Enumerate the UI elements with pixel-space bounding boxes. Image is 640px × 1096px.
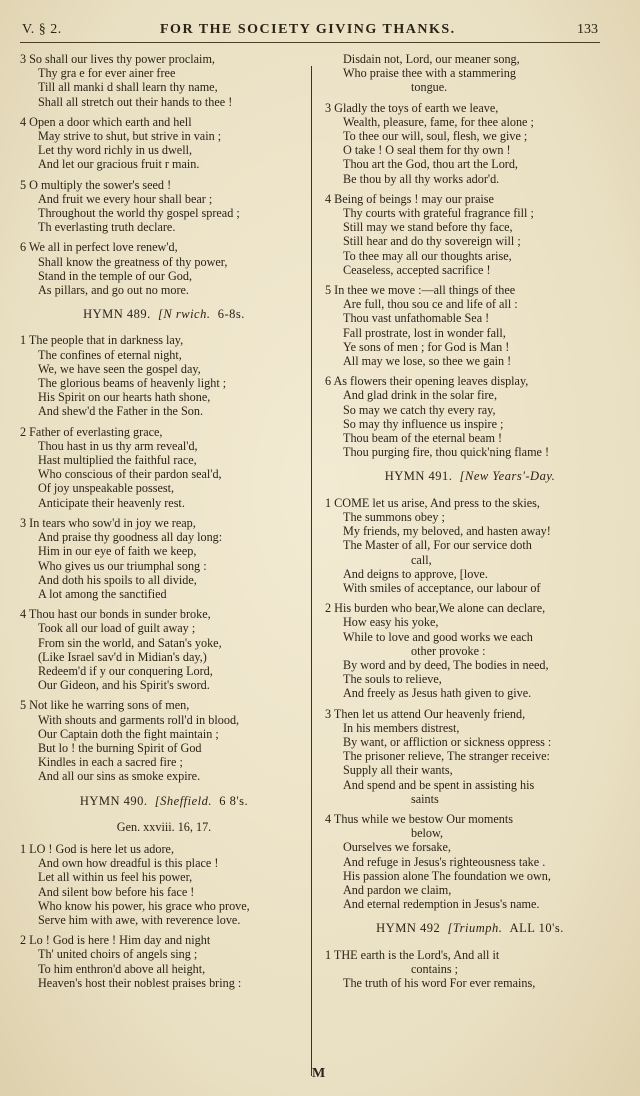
verse-line: So may thy influence us inspire ; <box>343 416 504 431</box>
verse-line: Supply all their wants, <box>343 763 453 778</box>
hymn-title: HYMN 490. <box>79 793 148 808</box>
hymn-title: HYMN 489. <box>83 307 151 322</box>
verse-line: His Spirit on our hearts hath shone, <box>38 390 211 405</box>
right-column <box>325 52 615 996</box>
verse-line: Thy courts with grateful fragrance fill ; <box>343 206 534 221</box>
verse-line: Thou art the God, thou art the Lord, <box>343 157 518 172</box>
verse-line: 4 Thou hast our bonds in sunder broke, <box>20 607 211 622</box>
verse-line: 6 We all in perfect love renew'd, <box>20 240 178 255</box>
stanza <box>20 842 308 927</box>
hymn-tune: [N rwich. <box>158 307 211 322</box>
verse-line: Let all within us feel his power, <box>38 870 193 885</box>
verse-line: His passion alone The foundation we own, <box>343 868 551 883</box>
verse-line: (Like Israel sav'd in Midian's day,) <box>38 649 207 664</box>
verse-line: Thou hast in us thy arm reveal'd, <box>38 438 198 453</box>
column-divider <box>311 66 312 1076</box>
verse-line: And fruit we every hour shall bear ; <box>38 191 213 206</box>
verse-line: Still may we stand before thy face, <box>343 220 513 235</box>
verse-line: Be thou by all thy works ador'd. <box>343 171 500 186</box>
verse-line: Redeem'd if y our conquering Lord, <box>38 663 213 678</box>
verse-line: And freely as Jesus hath given to give. <box>343 686 532 701</box>
verse-line: The glorious beams of heavenly light ; <box>38 376 227 391</box>
verse-line: The prisoner relieve, The stranger receive: <box>343 749 550 764</box>
verse-line: 4 Open a door which earth and hell <box>20 114 192 129</box>
verse-line: 2 His burden who bear,We alone can declare, <box>325 601 546 616</box>
verse-line: 3 Then let us attend Our heavenly friend, <box>325 706 526 721</box>
verse-line: As pillars, and go out no more. <box>38 283 189 298</box>
verse-line: By want, or affliction or sickness oppress : <box>343 734 552 749</box>
verse-line: To thee our will, soul, flesh, we give ; <box>343 129 528 144</box>
verse-line: All may we lose, so thee we gain ! <box>343 354 512 369</box>
verse-line: Serve him with awe, with reverence love. <box>38 912 241 927</box>
stanza <box>20 425 308 510</box>
verse-line: Of joy unspeakable possest, <box>38 481 175 496</box>
hymn-meter: 6 8's. <box>219 793 249 808</box>
verse-line: Took all our load of guilt away ; <box>38 621 196 636</box>
stanza <box>325 192 615 277</box>
scripture-reference: Gen. xxviii. 16, 17. <box>116 819 212 834</box>
verse-line: Who conscious of their pardon seal'd, <box>38 467 222 482</box>
verse-line: Are full, thou sou ce and life of all : <box>343 297 518 312</box>
verse-line: Ceaseless, accepted sacrifice ! <box>343 262 491 277</box>
verse-line: How easy his yoke, <box>343 615 439 630</box>
stanza <box>20 115 308 172</box>
verse-line: To him enthron'd above all height, <box>38 961 206 976</box>
verse-line: The Master of all, For our service doth <box>343 538 532 553</box>
hymn-490-heading <box>20 794 308 808</box>
verse-line: 5 O multiply the sower's seed ! <box>20 177 172 192</box>
stanza <box>325 812 615 911</box>
stanza <box>325 707 615 806</box>
page-number: 133 <box>577 22 598 37</box>
verse-line: O take ! O seal them for thy own ! <box>343 143 511 158</box>
verse-line: But lo ! the burning Spirit of God <box>38 740 202 755</box>
verse-line: Shall know the greatness of thy power, <box>38 254 228 269</box>
verse-line: Our Gideon, and his Spirit's sword. <box>38 678 210 693</box>
hymn-tune: [Sheffield. <box>154 793 213 808</box>
verse-line: Kindles in each a sacred fire ; <box>38 755 183 770</box>
verse-line: Thy gra e for ever ainer free <box>38 66 176 81</box>
verse-line: 4 Thus while we bestow Our moments <box>325 811 513 826</box>
hymn-tune: [New Years'-Day. <box>459 469 556 484</box>
verse-line: Him in our eye of faith we keep, <box>38 544 197 559</box>
verse-line: With smiles of acceptance, our labour of <box>343 580 541 595</box>
verse-line: Throughout the world thy gospel spread ; <box>38 206 240 221</box>
header-rule <box>20 42 600 43</box>
stanza <box>20 698 308 783</box>
verse-line: And all our sins as smoke expire. <box>38 769 201 784</box>
verse-line: Hast multiplied the faithful race, <box>38 453 197 468</box>
verse-line: To thee may all our thoughts arise, <box>343 248 512 263</box>
verse-line: By word and by deed, The bodies in need, <box>343 657 549 672</box>
verse-line: From sin the world, and Satan's yoke, <box>38 635 222 650</box>
stanza <box>20 240 308 297</box>
verse-line: And shew'd the Father in the Son. <box>38 404 204 419</box>
verse-line: 2 Father of everlasting grace, <box>20 424 163 439</box>
verse-line: 2 Lo ! God is here ! Him day and night <box>20 933 211 948</box>
verse-line: Disdain not, Lord, our meaner song, <box>343 52 520 66</box>
stanza <box>20 52 308 109</box>
verse-line: 3 In tears who sow'd in joy we reap, <box>20 515 196 530</box>
stanza <box>325 52 615 95</box>
stanza <box>20 607 308 692</box>
hymn-meter: 6-8s. <box>217 307 245 322</box>
verse-line: Thou beam of the eternal beam ! <box>343 431 503 446</box>
verse-line: saints <box>411 791 439 806</box>
verse-line: And silent bow before his face ! <box>38 884 195 899</box>
verse-line: other provoke : <box>411 643 486 658</box>
verse-line: So may we catch thy every ray, <box>343 402 496 417</box>
verse-line: Let thy word richly in us dwell, <box>38 143 193 158</box>
verse-line: Heaven's host their noblest praises bring : <box>38 975 242 990</box>
signature-mark: M <box>312 1066 326 1081</box>
section-marker: V. § 2. <box>22 22 62 37</box>
verse-line: 1 LO ! God is here let us adore, <box>20 841 174 856</box>
verse-line: 4 Being of beings ! may our praise <box>325 191 494 206</box>
verse-line: call, <box>411 552 432 567</box>
verse-line: May strive to shut, but strive in vain ; <box>38 129 222 144</box>
stanza <box>20 178 308 235</box>
verse-line: 1 COME let us arise, And press to the skies, <box>325 495 540 510</box>
verse-line: And glad drink in the solar fire, <box>343 388 497 403</box>
verse-line: below, <box>411 826 444 841</box>
running-head: FOR THE SOCIETY GIVING THANKS. <box>160 22 456 37</box>
stanza <box>325 101 615 186</box>
verse-line: 5 Not like he warring sons of men, <box>20 698 190 713</box>
stanza <box>325 496 615 595</box>
verse-line: And praise thy goodness all day long: <box>38 530 223 545</box>
stanza <box>20 516 308 601</box>
verse-line: Who praise thee with a stammering <box>343 66 516 81</box>
verse-line: 1 The people that in darkness lay, <box>20 333 184 348</box>
verse-line: Th' united choirs of angels sing ; <box>38 947 198 962</box>
verse-line: And spend and be spent in assisting his <box>343 777 535 792</box>
verse-line: contains ; <box>411 961 459 976</box>
hymn-title: HYMN 491. <box>384 469 453 484</box>
verse-line: Our Captain doth the fight maintain ; <box>38 726 219 741</box>
verse-line: Ourselves we forsake, <box>343 840 451 855</box>
page-header <box>0 22 640 44</box>
verse-line: Th everlasting truth declare. <box>38 220 176 235</box>
verse-line: Still hear and do thy sovereign will ; <box>343 234 521 249</box>
verse-line: Who know his power, his grace who prove, <box>38 898 250 913</box>
stanza <box>325 601 615 700</box>
verse-line: 3 Gladly the toys of earth we leave, <box>325 100 499 115</box>
stanza <box>20 333 308 418</box>
hymn-492-heading <box>325 921 615 935</box>
hymn-title: HYMN 492 <box>376 921 441 936</box>
verse-line: The confines of eternal night, <box>38 347 182 362</box>
verse-line: And doth his spoils to all divide, <box>38 572 197 587</box>
verse-line: 5 In thee we move :—all things of thee <box>325 283 516 298</box>
stanza <box>325 948 615 991</box>
verse-line: The summons obey ; <box>343 509 445 524</box>
left-column <box>20 52 308 996</box>
verse-line: Till all manki d shall learn thy name, <box>38 80 218 95</box>
verse-line: A lot among the sanctified <box>38 586 167 601</box>
hymn-meter: ALL 10's. <box>509 921 564 936</box>
verse-line: Shall all stretch out their hands to thee ! <box>38 94 233 109</box>
verse-line: Ye sons of men ; for God is Man ! <box>343 339 510 354</box>
verse-line: Wealth, pleasure, fame, for thee alone ; <box>343 114 534 129</box>
verse-line: tongue. <box>411 80 448 95</box>
verse-line: And let our gracious fruit r main. <box>38 157 200 172</box>
verse-line: Who gives us our triumphal song : <box>38 558 207 573</box>
verse-line: And pardon we claim, <box>343 882 452 897</box>
verse-line: 1 THE earth is the Lord's, And all it <box>325 947 500 962</box>
stanza <box>325 374 615 459</box>
verse-line: We, we have seen the gospel day, <box>38 361 201 376</box>
stanza <box>325 283 615 368</box>
stanza <box>20 933 308 990</box>
verse-line: Fall prostrate, lost in wonder fall, <box>343 325 506 340</box>
verse-line: The truth of his word For ever remains, <box>343 975 536 990</box>
verse-line: And own how dreadful is this place ! <box>38 856 219 871</box>
verse-line: Thou vast unfathomable Sea ! <box>343 311 490 326</box>
verse-line: With shouts and garments roll'd in blood, <box>38 712 240 727</box>
verse-line: 3 So shall our lives thy power proclaim, <box>20 52 215 66</box>
hymn-489-heading <box>20 307 308 321</box>
verse-line: 6 As flowers their opening leaves display, <box>325 374 529 389</box>
verse-line: While to love and good works we each <box>343 629 533 644</box>
verse-line: In his members distrest, <box>343 720 460 735</box>
verse-line: The souls to relieve, <box>343 672 442 687</box>
hymn-tune: [Triumph. <box>447 921 503 936</box>
verse-line: And refuge in Jesus's righteousness take . <box>343 854 546 869</box>
verse-line: Thou purging fire, thou quick'ning flame ! <box>343 445 550 460</box>
verse-line: And deigns to approve, [love. <box>343 566 488 581</box>
verse-line: My friends, my beloved, and hasten away! <box>343 524 551 539</box>
hymn-491-heading <box>325 469 615 483</box>
verse-line: Anticipate their heavenly rest. <box>38 495 185 510</box>
verse-line: And eternal redemption in Jesus's name. <box>343 897 540 912</box>
verse-line: Stand in the temple of our God, <box>38 268 193 283</box>
